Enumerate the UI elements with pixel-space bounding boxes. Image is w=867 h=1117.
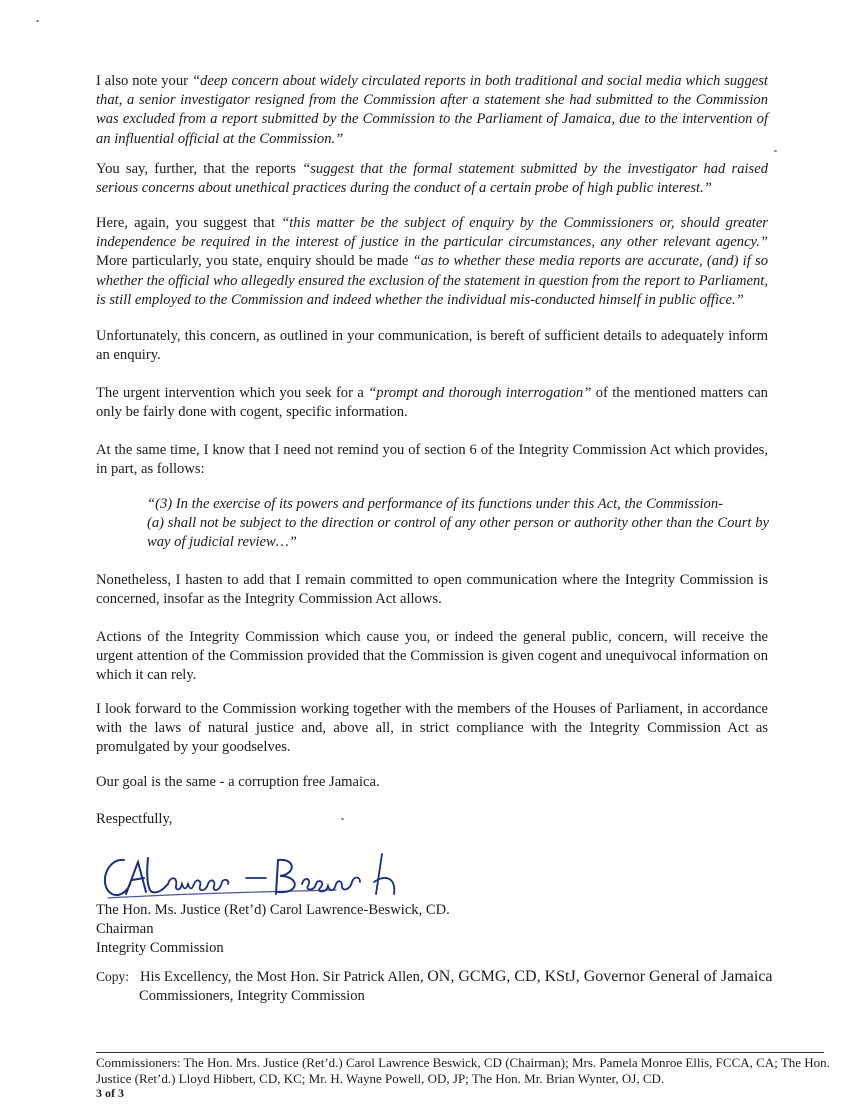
signatory-name: The Hon. Ms. Justice (Ret’d) Carol Lawrence-Beswick, CD. xyxy=(96,902,450,918)
paragraph-3 xyxy=(96,214,768,310)
paragraph-2-quote: “suggest that the formal statement submitted by the investigator had raised serious concerns about unethical practices during the conduct of a certain probe of high public interest.” xyxy=(96,161,768,197)
paragraph-1-lead: I also note your xyxy=(96,73,192,89)
footer-commissioners: Commissioners: The Hon. Mrs. Justice (Ret’d.) Carol Lawrence Beswick, CD (Chairman); Mrs. Pamela Monroe Ellis, FCCA, CA; The Hon. Justice (Ret’d.) Lloyd Hibbert, CD, KC; Mr. H. Wayne Powell, OD, JP; The Hon. Mr. Brian Wynter, OJ, CD. xyxy=(96,1055,830,1086)
paragraph-4: Unfortunately, this concern, as outlined in your communication, is bereft of sufficient details to adequately inform an enquiry. xyxy=(96,328,768,364)
handwritten-signature xyxy=(96,848,416,908)
paragraph-1 xyxy=(96,72,768,149)
paragraph-5-lead: The urgent intervention which you seek for a xyxy=(96,385,369,401)
footer xyxy=(96,1055,836,1102)
statute-quote xyxy=(147,495,769,553)
page-number: 3 of 3 xyxy=(96,1086,124,1100)
signatory-title: Chairman xyxy=(96,921,154,937)
paragraph-6: At the same time, I know that I need not remind you of section 6 of the Integrity Commission Act which provides, in part, as follows: xyxy=(96,442,768,478)
statute-quote-line-2: (a) shall not be subject to the direction or control of any other person or authority other than the Court by way of judicial review…” xyxy=(147,515,769,551)
scan-speck xyxy=(341,818,344,820)
signatory-organization: Integrity Commission xyxy=(96,940,224,956)
paragraph-5 xyxy=(96,384,768,422)
paragraph-7: Nonetheless, I hasten to add that I remain committed to open communication where the Integrity Commission is concerned, insofar as the Integrity Commission Act allows. xyxy=(96,572,768,608)
paragraph-2-lead: You say, further, that the reports xyxy=(96,161,303,177)
scan-speck xyxy=(36,20,39,22)
closing: Respectfully, xyxy=(96,811,173,827)
copy-recipient-1: His Excellency, the Most Hon. Sir Patrick Allen, xyxy=(140,969,428,985)
scan-speck xyxy=(774,150,777,152)
paragraph-3-lead: Here, again, you suggest that xyxy=(96,215,282,231)
signature-block xyxy=(96,901,450,958)
copy-list xyxy=(96,967,796,1006)
paragraph-2 xyxy=(96,160,768,198)
footer-divider xyxy=(96,1052,824,1053)
copy-label: Copy: xyxy=(96,969,130,984)
paragraph-8: Actions of the Integrity Commission which cause you, or indeed the general public, concern, will receive the urgent attention of the Commission provided that the Commission is given cogent and unequivocal information on which it can rely. xyxy=(96,629,768,684)
statute-quote-line-1: “(3) In the exercise of its powers and performance of its functions under this Act, the Commission- xyxy=(147,496,723,512)
copy-recipient-2: Commissioners, Integrity Commission xyxy=(139,988,365,1004)
paragraph-3-mid: More particularly, you state, enquiry should be made xyxy=(96,253,413,270)
paragraph-5-tail: of the mentioned matters can only be fairly done with cogent, specific information. xyxy=(96,385,768,421)
paragraph-9: I look forward to the Commission working together with the members of the Houses of Parliament, in accordance with the laws of natural justice and, above all, in strict compliance with the Integrity Commission Act as promulgated by your goodselves. xyxy=(96,701,768,756)
paragraph-3-quote-1: “this matter be the subject of enquiry by the Commissioners or, should greater independence be required in the interest of justice in the particular circumstances, any other relevant agency.” xyxy=(96,215,768,251)
paragraph-1-quote: “deep concern about widely circulated reports in both traditional and social media which suggest that, a senior investigator resigned from the Commission after a statement she had submitted to the Commission was excluded from a report submitted by the Commission to the Parliament of Jamaica, due to the intervention of an influential official at the Commission.” xyxy=(96,73,768,147)
paragraph-5-quote: “prompt and thorough interrogation” xyxy=(368,385,592,401)
paragraph-3-quote-2: “as to whether these media reports are accurate, (and) if so whether the official who allegedly ensured the exclusion of the statement in question from the report to Parliament, is still employed to the Commission and indeed whether the individual mis-conducted himself in public office.” xyxy=(96,253,769,308)
copy-recipient-1-titles: ON, GCMG, CD, KStJ, Governor General of Jamaica xyxy=(427,968,773,985)
paragraph-10: Our goal is the same - a corruption free Jamaica. xyxy=(96,774,380,790)
